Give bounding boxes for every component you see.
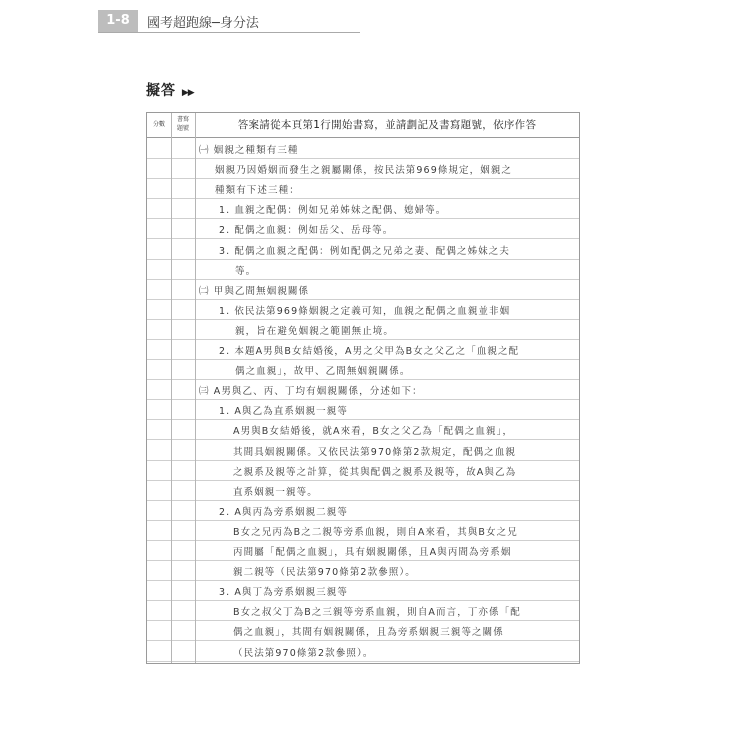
answer-line: 偶之血親」，其間有姻親關係，且為旁系姻親三親等之關係 <box>233 627 504 639</box>
answer-line: 2. 本題A男與B女結婚後，A男之父甲為B女之父乙之「血親之配 <box>219 346 520 357</box>
answer-line: 其間具姻親關係。又依民法第970條第2款規定，配偶之血親 <box>233 446 516 458</box>
answer-line: 親，旨在避免姻親之範圍無止境。 <box>235 325 395 337</box>
answer-line: B女之兄丙為B之二親等旁系血親，則自A來看，其與B女之兄 <box>233 526 518 538</box>
ruled-row <box>147 178 579 199</box>
ruled-row <box>147 500 579 521</box>
answer-line: 之親系及親等之計算，從其與配偶之親系及親等，故A與乙為 <box>233 466 517 478</box>
answer-line: ㈢ A男與乙、丙、丁均有姻親關係，分述如下： <box>199 386 423 398</box>
answer-line: A男與B女結婚後，就A來看，B女之父乙為「配偶之血親」， <box>233 426 514 438</box>
answer-line: 2. 配偶之血親：例如岳父、岳母等。 <box>219 225 394 237</box>
question-number-column-header <box>171 115 195 133</box>
double-arrow-icon: ▶▶ <box>181 88 194 98</box>
answer-line: 姻親乃因婚姻而發生之親屬關係，按民法第969條規定，姻親之 <box>215 165 513 177</box>
column-divider <box>171 113 172 663</box>
ruled-row <box>147 259 579 280</box>
answer-line: 等。 <box>235 265 257 277</box>
question-header-line1: 書寫 <box>176 116 189 123</box>
answer-line: 親二親等（民法第970條第2款參照）。 <box>233 567 416 579</box>
answer-line: 1. A與乙為直系姻親一親等 <box>219 406 348 418</box>
ruled-row <box>147 480 579 501</box>
ruled-row <box>147 580 579 601</box>
answer-line: ㈡ 甲與乙間無姻親關係 <box>199 285 310 297</box>
answer-line: 直系姻親一親等。 <box>233 486 318 498</box>
answer-line: （民法第970條第2款參照）。 <box>233 647 374 659</box>
header-rule <box>98 32 360 33</box>
answer-sheet-header <box>147 113 579 138</box>
answer-instruction: 答案請從本頁第1行開始書寫，並請劃記及書寫題號，依序作答 <box>237 119 537 131</box>
answer-sheet <box>146 112 580 664</box>
answer-line: B女之叔父丁為B之三親等旁系血親，則自A而言，丁亦係「配 <box>233 607 521 619</box>
page-number-tab: 1-8 <box>98 10 138 32</box>
book-title: 國考超跑線─身分法 <box>147 16 259 31</box>
answer-line: 種類有下述三種： <box>215 185 300 197</box>
section-title <box>146 80 194 100</box>
answer-line: 2. A與丙為旁系姻親二親等 <box>219 506 348 518</box>
answer-line: 偶之血親」，故甲、乙間無姻親關係。 <box>235 366 411 378</box>
column-divider <box>195 113 196 663</box>
section-title-text: 擬答 <box>146 83 176 99</box>
answer-line: ㈠ 姻親之種類有三種 <box>199 145 299 156</box>
answer-line: 1. 血親之配偶：例如兄弟姊妹之配偶、媳婦等。 <box>219 205 447 217</box>
answer-line: 丙間屬「配偶之血親」，具有姻親關係，且A與丙間為旁系姻 <box>233 547 512 558</box>
score-column-header: 分數 <box>152 121 165 128</box>
answer-line: 3. A與丁為旁系姻親三親等 <box>219 587 348 599</box>
answer-line: 1. 依民法第969條姻親之定義可知，血親之配偶之血親並非姻 <box>219 305 511 317</box>
ruled-row <box>147 399 579 420</box>
question-header-line2: 題號 <box>176 125 189 132</box>
answer-line: 3. 配偶之血親之配偶：例如配偶之兄弟之妻、配偶之姊妹之夫 <box>219 245 510 257</box>
